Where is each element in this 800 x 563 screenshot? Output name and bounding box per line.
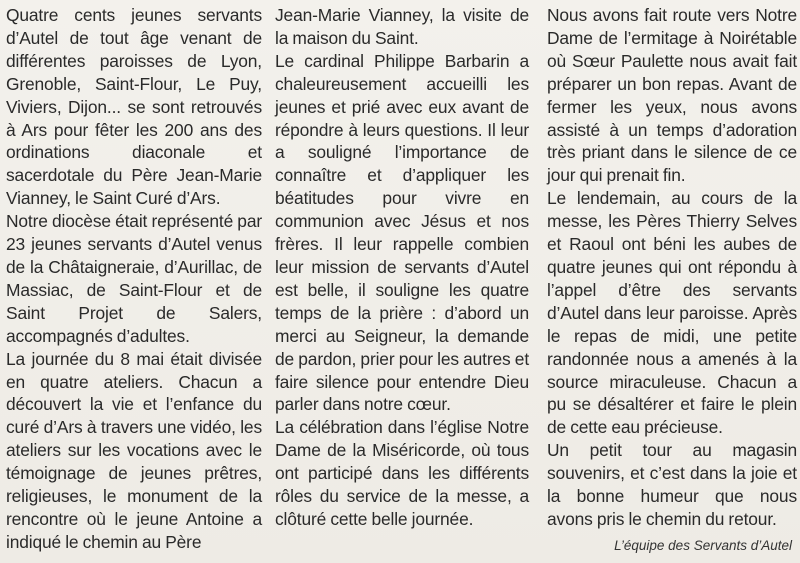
paragraph: La célébration dans l’église Notre Dame de la Miséricorde, où tous ont participé dans les différents rôles du service de la messe, a clôturé cette belle journée. — [275, 417, 529, 529]
paragraph: Un petit tour au magasin souvenirs, et c’est dans la joie et la bonne humeur que nous avons pris le chemin du retour. — [547, 440, 797, 529]
paragraph: Nous avons fait route vers Notre Dame de l’ermitage à Noirétable où Sœur Paulette nous avait fait préparer un bon repas. Avant de fermer les yeux, nous avons assisté à un temps d’adoration très priant dans le silence de ce jour qui prenait fin. — [547, 5, 797, 186]
article-column-1 — [6, 4, 262, 554]
paragraph: Le cardinal Philippe Barbarin a chaleureusement accueilli les jeunes et prié avec eux avant de répondre à leurs questions. Il leur a souligné l’importance de connaître et d’appliquer les béatitudes pour vivre en communion avec Jésus et nos frères. Il leur rappelle combien leur mission de servants d’Autel est belle, il souligne les quatre temps de la prière : d’abord un merci au Seigneur, la demande de pardon, prier pour les autres et faire silence pour entendre Dieu parler dans notre cœur. — [275, 50, 529, 415]
paragraph: Quatre cents jeunes servants d’Autel de tout âge venant de différentes paroisses de Lyon, Grenoble, Saint-Flour, Le Puy, Viviers, Dijon... se sont retrouvés à Ars pour fêter les 200 ans des ordinations diaconale et sacerdotale du Père Jean-Marie Vianney, le Saint Curé d’Ars. — [6, 5, 262, 209]
article-column-3 — [547, 4, 797, 531]
paragraph: Le lendemain, au cours de la messe, les Pères Thierry Selves et Raoul ont béni les aubes de quatre jeunes qui ont répondu à l’appel d’être des servants d’Autel dans leur paroisse. Après le repas de midi, une petite randonnée nous a amenés à la source miraculeuse. Chacun a pu se désaltérer et faire le plein de cette eau précieuse. — [547, 188, 797, 438]
paragraph: Notre diocèse était représenté par 23 jeunes servants d’Autel venus de la Châtaigneraie, d’Aurillac, de Massiac, de Saint-Flour et de Saint Projet de Salers, accompagnés d’adultes. — [6, 211, 262, 346]
paragraph: Jean-Marie Vianney, la visite de la maison du Saint. — [275, 5, 529, 48]
article-column-2 — [275, 4, 529, 531]
paragraph: La journée du 8 mai était divisée en quatre ateliers. Chacun a découvert la vie et l’enfance du curé d’Ars à travers une vidéo, les ateliers sur les vocations avec le témoignage de jeunes prêtres, religieuses, le monument de la rencontre où le jeune Antoine a indiqué le chemin au Père — [6, 348, 262, 552]
article-signature: L’équipe des Servants d’Autel — [614, 538, 792, 553]
